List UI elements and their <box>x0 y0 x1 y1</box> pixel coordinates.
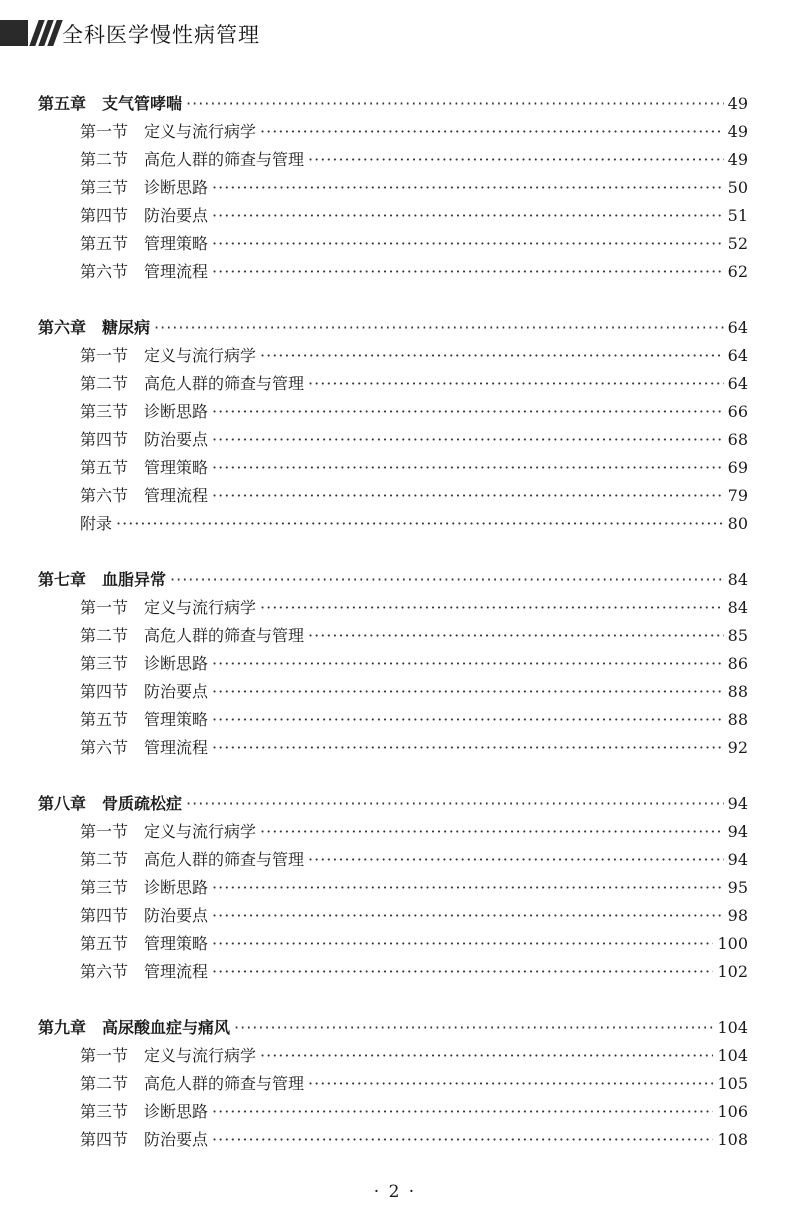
page-ref: 86 <box>727 654 748 673</box>
chapter-entry[interactable] <box>38 790 748 818</box>
section-title: 防治要点 <box>144 206 209 225</box>
section-number: 第六节 <box>80 738 129 757</box>
section-number: 第三节 <box>80 878 129 897</box>
dot-leader <box>186 790 724 818</box>
page-ref: 64 <box>727 374 748 393</box>
page-ref: 84 <box>727 598 748 617</box>
chapter-number: 第八章 <box>38 794 87 813</box>
section-title: 高危人群的筛查与管理 <box>144 1074 305 1093</box>
section-entry[interactable] <box>80 454 748 482</box>
section-entry[interactable] <box>80 342 748 370</box>
section-entry[interactable] <box>80 1070 748 1098</box>
section-entry[interactable] <box>80 230 748 258</box>
page-ref: 106 <box>717 1102 748 1121</box>
dot-leader <box>212 650 724 678</box>
dot-leader <box>308 370 724 398</box>
toc-chapter <box>0 566 790 762</box>
section-entry[interactable] <box>80 706 748 734</box>
section-entry[interactable] <box>80 398 748 426</box>
section-number: 第一节 <box>80 346 129 365</box>
page-ref: 49 <box>727 150 748 169</box>
toc-chapter <box>0 314 790 538</box>
toc-chapter <box>0 1014 790 1154</box>
page-ref: 66 <box>727 402 748 421</box>
dot-leader <box>308 846 724 874</box>
dot-leader <box>212 734 724 762</box>
section-number: 第三节 <box>80 1102 129 1121</box>
section-entry[interactable] <box>80 118 748 146</box>
section-title: 高危人群的筛查与管理 <box>144 850 305 869</box>
dot-leader <box>212 1098 713 1126</box>
section-number: 第六节 <box>80 962 129 981</box>
page-ref: 69 <box>727 458 748 477</box>
section-entry[interactable] <box>80 930 748 958</box>
section-entry[interactable] <box>80 734 748 762</box>
chapter-entry[interactable] <box>38 90 748 118</box>
section-title: 高危人群的筛查与管理 <box>144 626 305 645</box>
dot-leader <box>212 482 724 510</box>
page-ref: 64 <box>727 318 748 337</box>
chapter-title: 糖尿病 <box>102 318 151 337</box>
section-number: 第五节 <box>80 234 129 253</box>
dot-leader <box>212 678 724 706</box>
page-ref: 94 <box>727 794 748 813</box>
page-ref: 104 <box>717 1018 748 1037</box>
chapter-number: 第九章 <box>38 1018 87 1037</box>
dot-leader <box>260 118 724 146</box>
page-number: · 2 · <box>373 1182 417 1202</box>
section-number: 第五节 <box>80 710 129 729</box>
chapter-number: 第七章 <box>38 570 87 589</box>
chapter-title: 血脂异常 <box>102 570 167 589</box>
section-entry[interactable] <box>80 370 748 398</box>
section-number: 第二节 <box>80 1074 129 1093</box>
section-title: 防治要点 <box>144 1130 209 1149</box>
page-ref: 64 <box>727 346 748 365</box>
section-title: 定义与流行病学 <box>144 598 257 617</box>
dot-leader <box>212 258 724 286</box>
page-ref: 102 <box>717 962 748 981</box>
section-entry[interactable] <box>80 258 748 286</box>
section-number: 第四节 <box>80 1130 129 1149</box>
dot-leader <box>212 426 724 454</box>
chapter-title: 骨质疏松症 <box>102 794 183 813</box>
section-number: 第一节 <box>80 122 129 141</box>
section-entry[interactable] <box>80 1126 748 1154</box>
section-number: 第五节 <box>80 934 129 953</box>
dot-leader <box>212 874 724 902</box>
section-entry[interactable] <box>80 650 748 678</box>
section-number: 第六节 <box>80 486 129 505</box>
dot-leader <box>260 818 724 846</box>
section-number: 第二节 <box>80 626 129 645</box>
page-ref: 80 <box>727 514 748 533</box>
section-title: 防治要点 <box>144 682 209 701</box>
page-ref: 92 <box>727 738 748 757</box>
section-title: 诊断思路 <box>144 178 209 197</box>
dot-leader <box>170 566 724 594</box>
section-entry[interactable] <box>80 1042 748 1070</box>
section-number: 第四节 <box>80 906 129 925</box>
page-ref: 104 <box>717 1046 748 1065</box>
section-entry[interactable] <box>80 426 748 454</box>
section-entry[interactable] <box>80 678 748 706</box>
chapter-title: 支气管哮喘 <box>102 94 183 113</box>
section-number: 第四节 <box>80 206 129 225</box>
section-title: 防治要点 <box>144 906 209 925</box>
section-number: 第一节 <box>80 598 129 617</box>
chapter-number: 第五章 <box>38 94 87 113</box>
section-title: 管理流程 <box>144 486 209 505</box>
section-entry[interactable] <box>80 146 748 174</box>
page-ref: 79 <box>727 486 748 505</box>
dot-leader <box>212 902 724 930</box>
running-header <box>0 14 790 54</box>
table-of-contents <box>0 90 790 1182</box>
book-title: 全科医学慢性病管理 <box>62 23 260 47</box>
section-entry[interactable] <box>80 818 748 846</box>
dot-leader <box>212 230 724 258</box>
page-ref: 49 <box>727 94 748 113</box>
section-title: 诊断思路 <box>144 654 209 673</box>
section-entry[interactable] <box>80 482 748 510</box>
dot-leader <box>154 314 724 342</box>
chapter-number: 第六章 <box>38 318 87 337</box>
dot-leader <box>186 90 724 118</box>
section-number: 第二节 <box>80 374 129 393</box>
dot-leader <box>212 706 724 734</box>
section-entry[interactable] <box>80 510 748 538</box>
dot-leader <box>212 202 724 230</box>
toc-chapter <box>0 90 790 286</box>
section-number: 第一节 <box>80 822 129 841</box>
section-title: 定义与流行病学 <box>144 1046 257 1065</box>
section-title: 高危人群的筛查与管理 <box>144 374 305 393</box>
section-title: 定义与流行病学 <box>144 346 257 365</box>
section-title: 管理策略 <box>144 710 209 729</box>
page-ref: 98 <box>727 906 748 925</box>
section-title: 高危人群的筛查与管理 <box>144 150 305 169</box>
section-number: 第二节 <box>80 150 129 169</box>
page-ref: 62 <box>727 262 748 281</box>
page-ref: 68 <box>727 430 748 449</box>
page-ref: 51 <box>727 206 748 225</box>
section-entry[interactable] <box>80 1098 748 1126</box>
section-entry[interactable] <box>80 874 748 902</box>
dot-leader <box>308 622 724 650</box>
dot-leader <box>212 1126 713 1154</box>
page-ref: 88 <box>727 682 748 701</box>
page-ref: 52 <box>727 234 748 253</box>
section-title: 定义与流行病学 <box>144 822 257 841</box>
section-entry[interactable] <box>80 202 748 230</box>
page-ref: 49 <box>727 122 748 141</box>
dot-leader <box>212 930 713 958</box>
section-number: 第四节 <box>80 682 129 701</box>
chapter-entry[interactable] <box>38 566 748 594</box>
section-entry[interactable] <box>80 846 748 874</box>
dot-leader <box>260 342 724 370</box>
section-title: 管理流程 <box>144 962 209 981</box>
page-ref: 108 <box>717 1130 748 1149</box>
section-title: 诊断思路 <box>144 402 209 421</box>
section-number: 第三节 <box>80 178 129 197</box>
page-ref: 94 <box>727 850 748 869</box>
header-bar-decoration <box>0 20 28 46</box>
chapter-title: 高尿酸血症与痛风 <box>102 1018 231 1037</box>
section-title: 诊断思路 <box>144 1102 209 1121</box>
section-number: 第二节 <box>80 850 129 869</box>
dot-leader <box>212 454 724 482</box>
dot-leader <box>260 1042 713 1070</box>
page-ref: 94 <box>727 822 748 841</box>
page-ref: 100 <box>717 934 748 953</box>
dot-leader <box>116 510 724 538</box>
section-title: 管理策略 <box>144 234 209 253</box>
section-number: 附录 <box>80 514 113 533</box>
section-entry[interactable] <box>80 622 748 650</box>
section-entry[interactable] <box>80 902 748 930</box>
section-number: 第四节 <box>80 430 129 449</box>
dot-leader <box>234 1014 713 1042</box>
section-title: 管理流程 <box>144 738 209 757</box>
page-ref: 95 <box>727 878 748 897</box>
page-ref: 105 <box>717 1074 748 1093</box>
section-title: 防治要点 <box>144 430 209 449</box>
section-number: 第三节 <box>80 402 129 421</box>
section-entry[interactable] <box>80 958 748 986</box>
page-ref: 84 <box>727 570 748 589</box>
section-entry[interactable] <box>80 174 748 202</box>
section-number: 第三节 <box>80 654 129 673</box>
section-title: 管理策略 <box>144 458 209 477</box>
page-ref: 50 <box>727 178 748 197</box>
dot-leader <box>260 594 724 622</box>
dot-leader <box>212 958 713 986</box>
section-entry[interactable] <box>80 594 748 622</box>
section-title: 诊断思路 <box>144 878 209 897</box>
page-ref: 88 <box>727 710 748 729</box>
dot-leader <box>308 146 724 174</box>
dot-leader <box>308 1070 713 1098</box>
section-number: 第六节 <box>80 262 129 281</box>
toc-chapter <box>0 790 790 986</box>
section-title: 管理流程 <box>144 262 209 281</box>
dot-leader <box>212 398 724 426</box>
section-number: 第五节 <box>80 458 129 477</box>
page-ref: 85 <box>727 626 748 645</box>
dot-leader <box>212 174 724 202</box>
section-title: 管理策略 <box>144 934 209 953</box>
chapter-entry[interactable] <box>38 1014 748 1042</box>
section-number: 第一节 <box>80 1046 129 1065</box>
section-title: 定义与流行病学 <box>144 122 257 141</box>
chapter-entry[interactable] <box>38 314 748 342</box>
